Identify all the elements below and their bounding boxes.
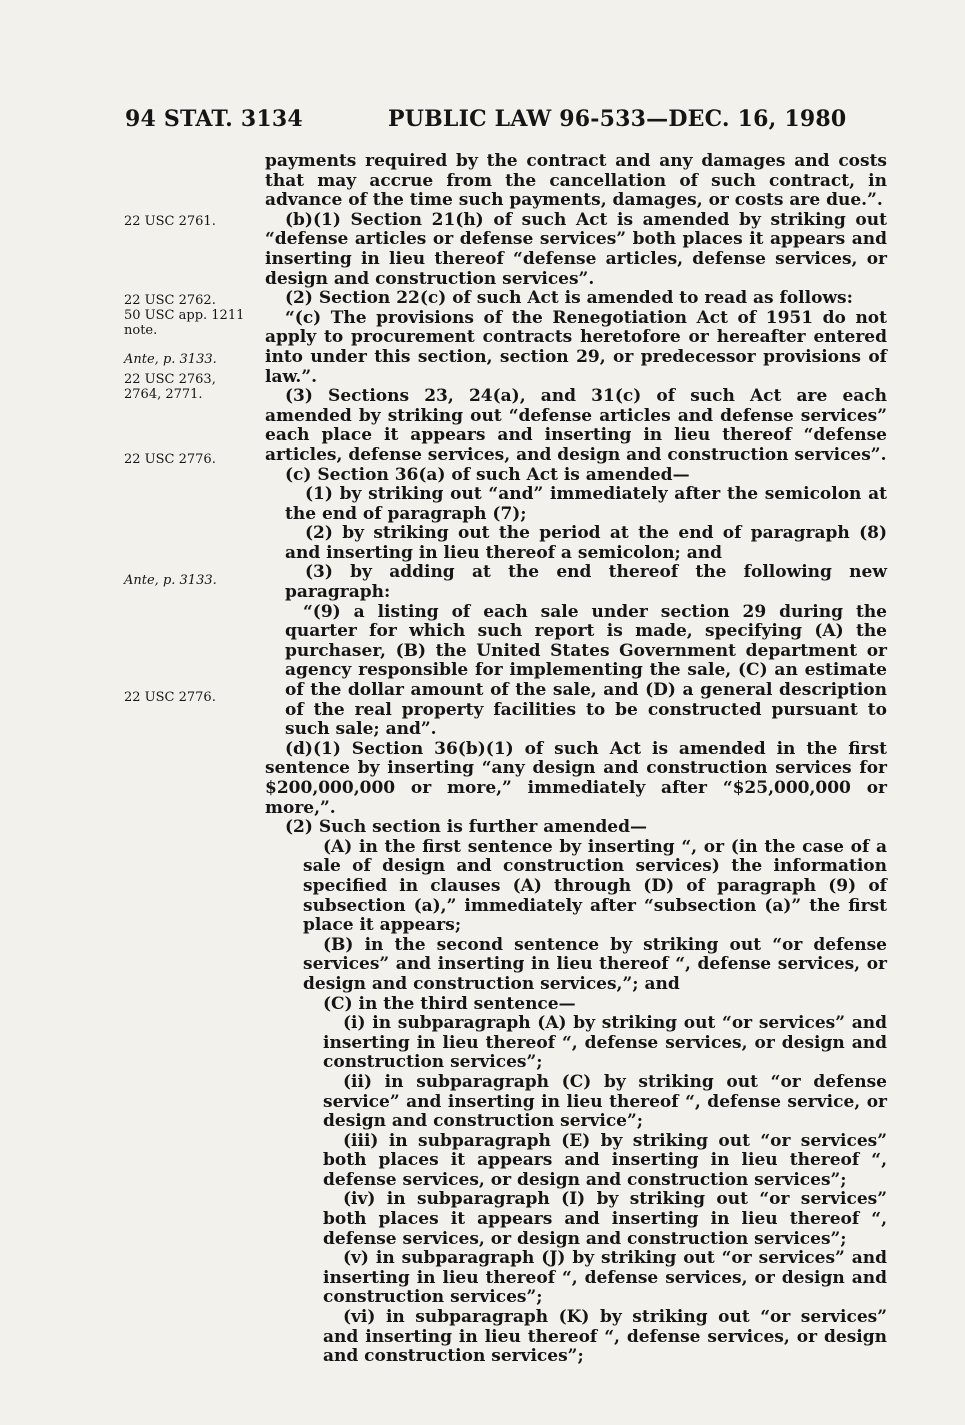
paragraph: “(9) a listing of each sale under section 29 during the quarter for which such report is made, specifying (A) the purchaser, (B) the United States Government department or agency responsible for implementing the sale, (C) an estimate of the dollar amount of the sale, and (D) a general description of the real property facilities to be constructed pursuant to such sale; and”. (285, 601, 887, 740)
margin-note: 22 USC 2776. (124, 690, 216, 705)
margin-note: 22 USC 2776. (124, 452, 216, 467)
margin-note: 2764, 2771. (124, 387, 203, 402)
paragraph: (i) in subparagraph (A) by striking out “or services” and inserting in lieu thereof “, defense services, or design and construction services”; (323, 1013, 887, 1073)
paragraph: (2) Section 22(c) of such Act is amended to read as follows: (285, 288, 853, 309)
paragraph: “(c) The provisions of the Renegotiation Act of 1951 do not apply to procurement contracts heretofore or hereafter entered into under this section, section 29, or predecessor provisions of law.”. (265, 307, 887, 387)
paragraph: (d)(1) Section 36(b)(1) of such Act is amended in the first sentence by inserting “any design and construction services for $200,000,000 or more,” immediately after “$25,000,000 or more,”. (265, 738, 887, 818)
paragraph: (A) in the first sentence by inserting “, or (in the case of a sale of design and construction services) the information specified in clauses (A) through (D) of paragraph (9) of subsection (a),” immediately after “subsection (a)” the first place it appears; (303, 836, 887, 936)
margin-note: note. (124, 323, 158, 338)
paragraph: (3) by adding at the end thereof the following new paragraph: (285, 562, 887, 603)
stat-page-reference: 94 STAT. 3134 (125, 106, 303, 132)
paragraph: (3) Sections 23, 24(a), and 31(c) of such Act are each amended by striking out “defense articles and defense services” each place it appears and inserting in lieu thereof “defense articles, defense services, and design and construction services”. (265, 386, 887, 465)
paragraph: (2) Such section is further amended— (285, 817, 648, 838)
paragraph: (1) by striking out “and” immediately after the semicolon at the end of paragraph (7); (285, 484, 887, 524)
statute-body-text (265, 152, 887, 1367)
paragraph: (iv) in subparagraph (I) by striking out “or services” both places it appears and inserting in lieu thereof “, defense services, or design and construction services”; (323, 1189, 887, 1249)
paragraph: (ii) in subparagraph (C) by striking out “or defense service” and inserting in lieu thereof “, defense service, or design and construction service”; (323, 1071, 887, 1132)
margin-note: 22 USC 2763, (124, 372, 216, 387)
running-header-title: PUBLIC LAW 96-533—DEC. 16, 1980 (388, 106, 847, 132)
paragraph: (vi) in subparagraph (K) by striking out “or services” and inserting in lieu thereof “, defense services, or design and construction services”; (323, 1307, 887, 1367)
margin-note: 22 USC 2761. (124, 214, 216, 229)
paragraph: (B) in the second sentence by striking out “or defense services” and inserting in lieu thereof “, defense services, or design and construction services,”; and (303, 934, 887, 994)
paragraph: (v) in subparagraph (J) by striking out “or services” and inserting in lieu thereof “, defense services, or design and construction services”; (323, 1248, 887, 1308)
margin-note: 50 USC app. 1211 (124, 308, 245, 323)
paragraph: (c) Section 36(a) of such Act is amended— (285, 464, 690, 485)
margin-note: Ante, p. 3133. (124, 352, 217, 367)
paragraph: (C) in the third sentence— (323, 993, 576, 1014)
margin-note: Ante, p. 3133. (124, 573, 217, 588)
margin-note: 22 USC 2762. (124, 293, 216, 308)
paragraph: (b)(1) Section 21(h) of such Act is amended by striking out “defense articles or defense services” both places it appears and inserting in lieu thereof “defense articles, defense services, or design and construction services”. (265, 209, 887, 289)
paragraph: payments required by the contract and any damages and costs that may accrue from the cancellation of such contract, in advance of the time such payments, damages, or costs are due.”. (265, 151, 887, 211)
paragraph: (iii) in subparagraph (E) by striking out “or services” both places it appears and inserting in lieu thereof “, defense services, or design and construction services”; (323, 1130, 887, 1190)
paragraph: (2) by striking out the period at the end of paragraph (8) and inserting in lieu thereof a semicolon; and (285, 523, 887, 563)
